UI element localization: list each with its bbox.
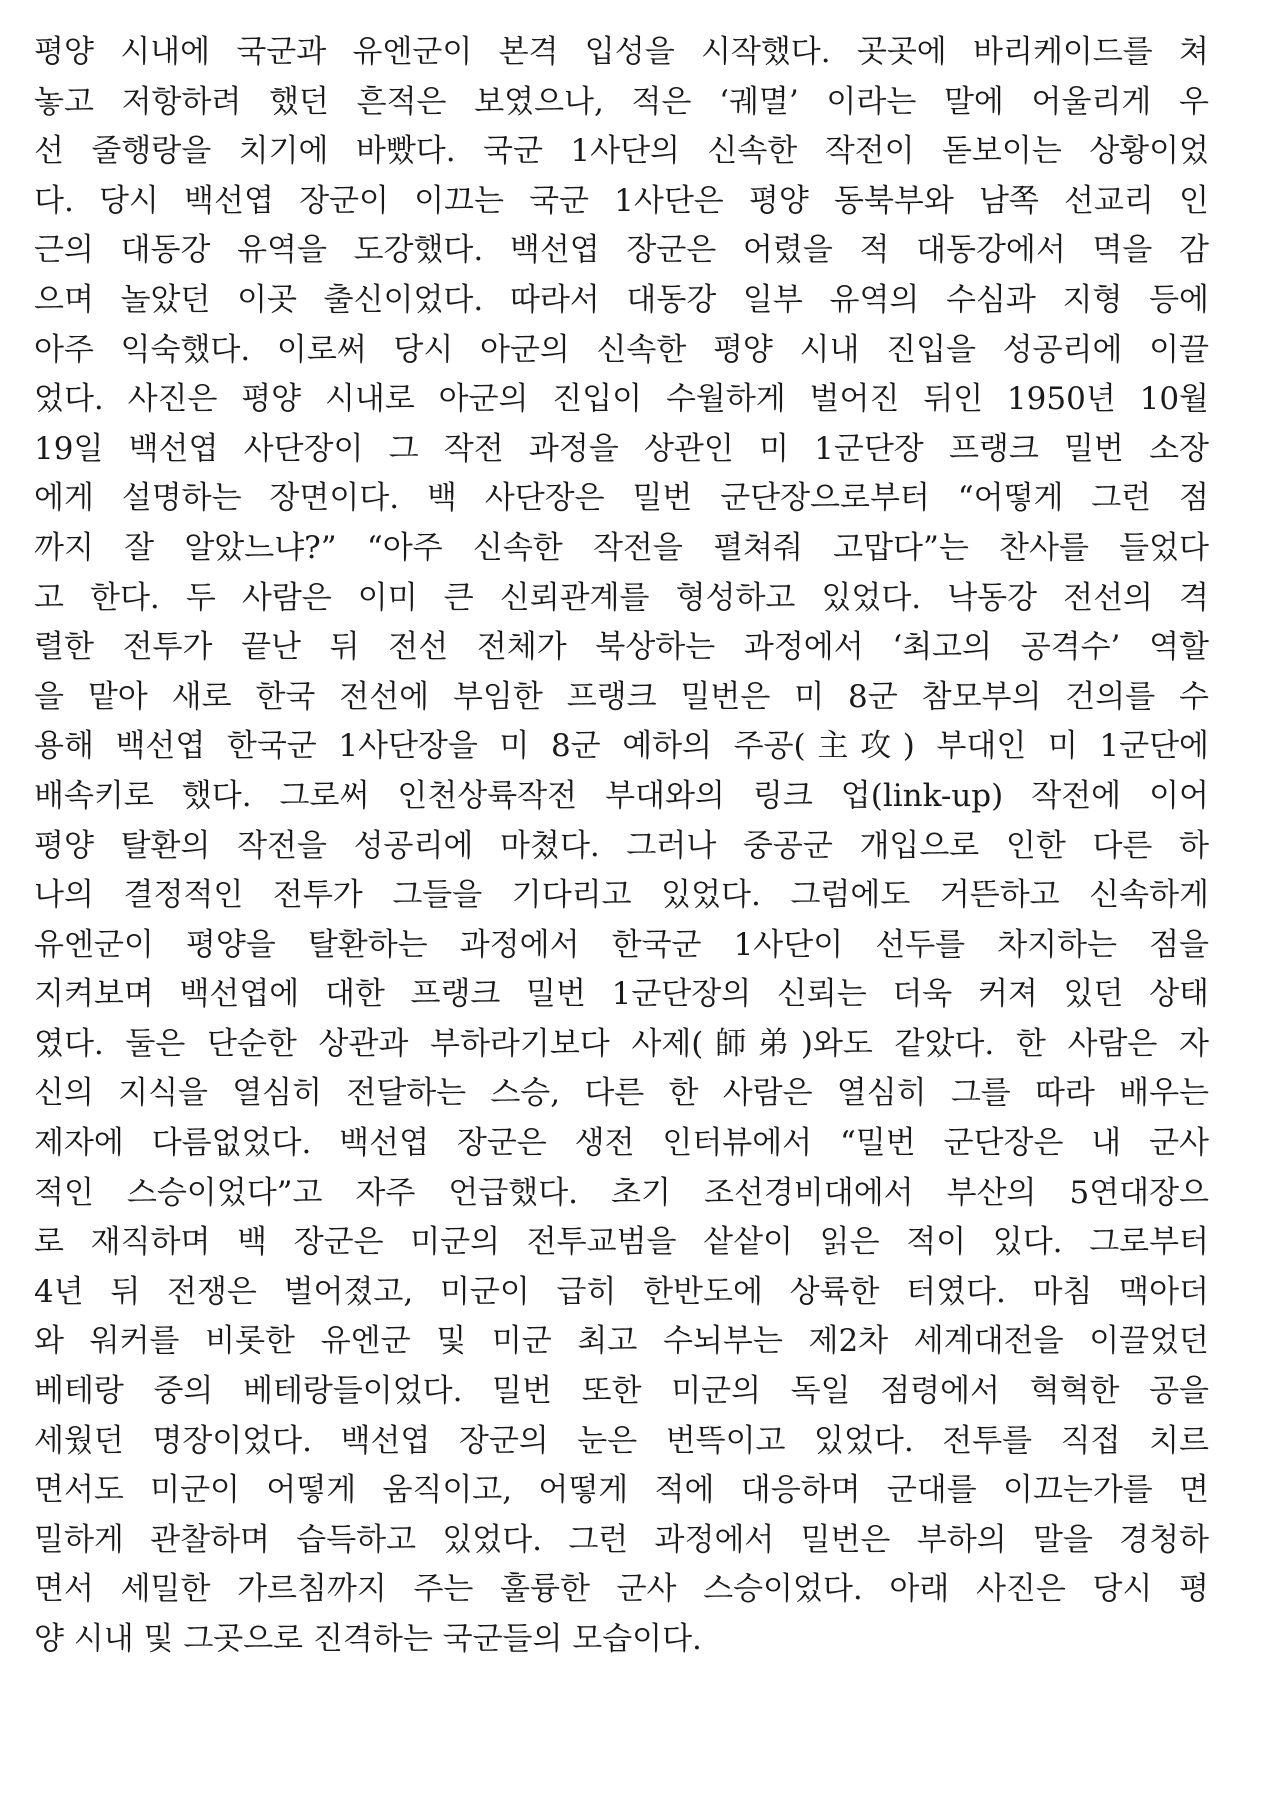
- text-line: 제자에 다름없었다. 백선엽 장군은 생전 인터뷰에서 “밀번 군단장은 내 군사: [34, 1125, 1209, 1162]
- text-line: 세웠던 명장이었다. 백선엽 장군의 눈은 번뜩이고 있었다. 전투를 직접 치르: [34, 1422, 1209, 1459]
- text-line: 선 줄행랑을 치기에 바빴다. 국군 1사단의 신속한 작전이 돋보이는 상황이었: [34, 133, 1209, 170]
- text-line: 19일 백선엽 사단장이 그 작전 과정을 상관인 미 1군단장 프랭크 밀번 소장: [34, 430, 1209, 467]
- text-line: 로 재직하며 백 장군은 미군의 전투교범을 샅샅이 읽은 적이 있다. 그로부터: [34, 1224, 1209, 1261]
- text-line: 용해 백선엽 한국군 1사단장을 미 8군 예하의 주공(主攻) 부대인 미 1군단에: [34, 728, 1209, 765]
- text-line: 평양 시내에 국군과 유엔군이 본격 입성을 시작했다. 곳곳에 바리케이드를 쳐: [34, 34, 1209, 70]
- text-line: 유엔군이 평양을 탈환하는 과정에서 한국군 1사단이 선두를 차지하는 점을: [34, 926, 1209, 963]
- text-line: 와 워커를 비롯한 유엔군 및 미군 최고 수뇌부는 제2차 세계대전을 이끌었던: [34, 1323, 1209, 1360]
- text-line: 까지 잘 알았느냐?” “아주 신속한 작전을 펼쳐줘 고맙다”는 찬사를 들었다: [34, 529, 1209, 566]
- text-line: 였다. 둘은 단순한 상관과 부하라기보다 사제(師弟)와도 같았다. 한 사람은 자: [34, 1025, 1209, 1062]
- text-line: 나의 결정적인 전투가 그들을 기다리고 있었다. 그럼에도 거뜬하고 신속하게: [34, 877, 1209, 914]
- text-line: 을 맡아 새로 한국 전선에 부임한 프랭크 밀번은 미 8군 참모부의 건의를 수: [34, 678, 1209, 715]
- text-line: 에게 설명하는 장면이다. 백 사단장은 밀번 군단장으로부터 “어떻게 그런 점: [34, 480, 1209, 517]
- text-line: 아주 익숙했다. 이로써 당시 아군의 신속한 평양 시내 진입을 성공리에 이끌: [34, 331, 1209, 368]
- text-line: 신의 지식을 열심히 전달하는 스승, 다른 한 사람은 열심히 그를 따라 배우는: [34, 1075, 1209, 1112]
- text-line: 면서도 미군이 어떻게 움직이고, 어떻게 적에 대응하며 군대를 이끄는가를 면: [34, 1472, 1209, 1509]
- text-line: 4년 뒤 전쟁은 벌어졌고, 미군이 급히 한반도에 상륙한 터였다. 마침 맥아더: [34, 1273, 1209, 1310]
- text-line: 적인 스승이었다”고 자주 언급했다. 초기 조선경비대에서 부산의 5연대장으: [34, 1174, 1209, 1211]
- text-line: 지켜보며 백선엽에 대한 프랭크 밀번 1군단장의 신뢰는 더욱 커져 있던 상태: [34, 976, 1209, 1013]
- body-paragraph: [34, 28, 1209, 1665]
- text-line: 다. 당시 백선엽 장군이 이끄는 국군 1사단은 평양 동북부와 남쪽 선교리 인: [34, 182, 1209, 219]
- text-line: 밀하게 관찰하며 습득하고 있었다. 그런 과정에서 밀번은 부하의 말을 경청하: [34, 1521, 1209, 1558]
- text-line: 고 한다. 두 사람은 이미 큰 신뢰관계를 형성하고 있었다. 낙동강 전선의 격: [34, 579, 1209, 616]
- text-line: 양 시내 및 그곳으로 진격하는 국군들의 모습이다.: [34, 1621, 702, 1657]
- text-line: 근의 대동강 유역을 도강했다. 백선엽 장군은 어렸을 적 대동강에서 멱을 감: [34, 232, 1209, 269]
- text-line: 으며 놀았던 이곳 출신이었다. 따라서 대동강 일부 유역의 수심과 지형 등에: [34, 281, 1209, 318]
- text-line: 평양 탈환의 작전을 성공리에 마쳤다. 그러나 중공군 개입으로 인한 다른 하: [34, 827, 1209, 864]
- text-line: 베테랑 중의 베테랑들이었다. 밀번 또한 미군의 독일 점령에서 혁혁한 공을: [34, 1373, 1209, 1410]
- text-line: 렬한 전투가 끝난 뒤 전선 전체가 북상하는 과정에서 ‘최고의 공격수’ 역할: [34, 629, 1209, 666]
- text-line: 었다. 사진은 평양 시내로 아군의 진입이 수월하게 벌어진 뒤인 1950년 10월: [34, 381, 1209, 418]
- text-line: 배속키로 했다. 그로써 인천상륙작전 부대와의 링크 업(link-up) 작전에 이어: [34, 777, 1209, 814]
- text-line: 면서 세밀한 가르침까지 주는 훌륭한 군사 스승이었다. 아래 사진은 당시 평: [34, 1571, 1209, 1608]
- text-line: 놓고 저항하려 했던 흔적은 보였으나, 적은 ‘궤멸’ 이라는 말에 어울리게 우: [34, 83, 1209, 120]
